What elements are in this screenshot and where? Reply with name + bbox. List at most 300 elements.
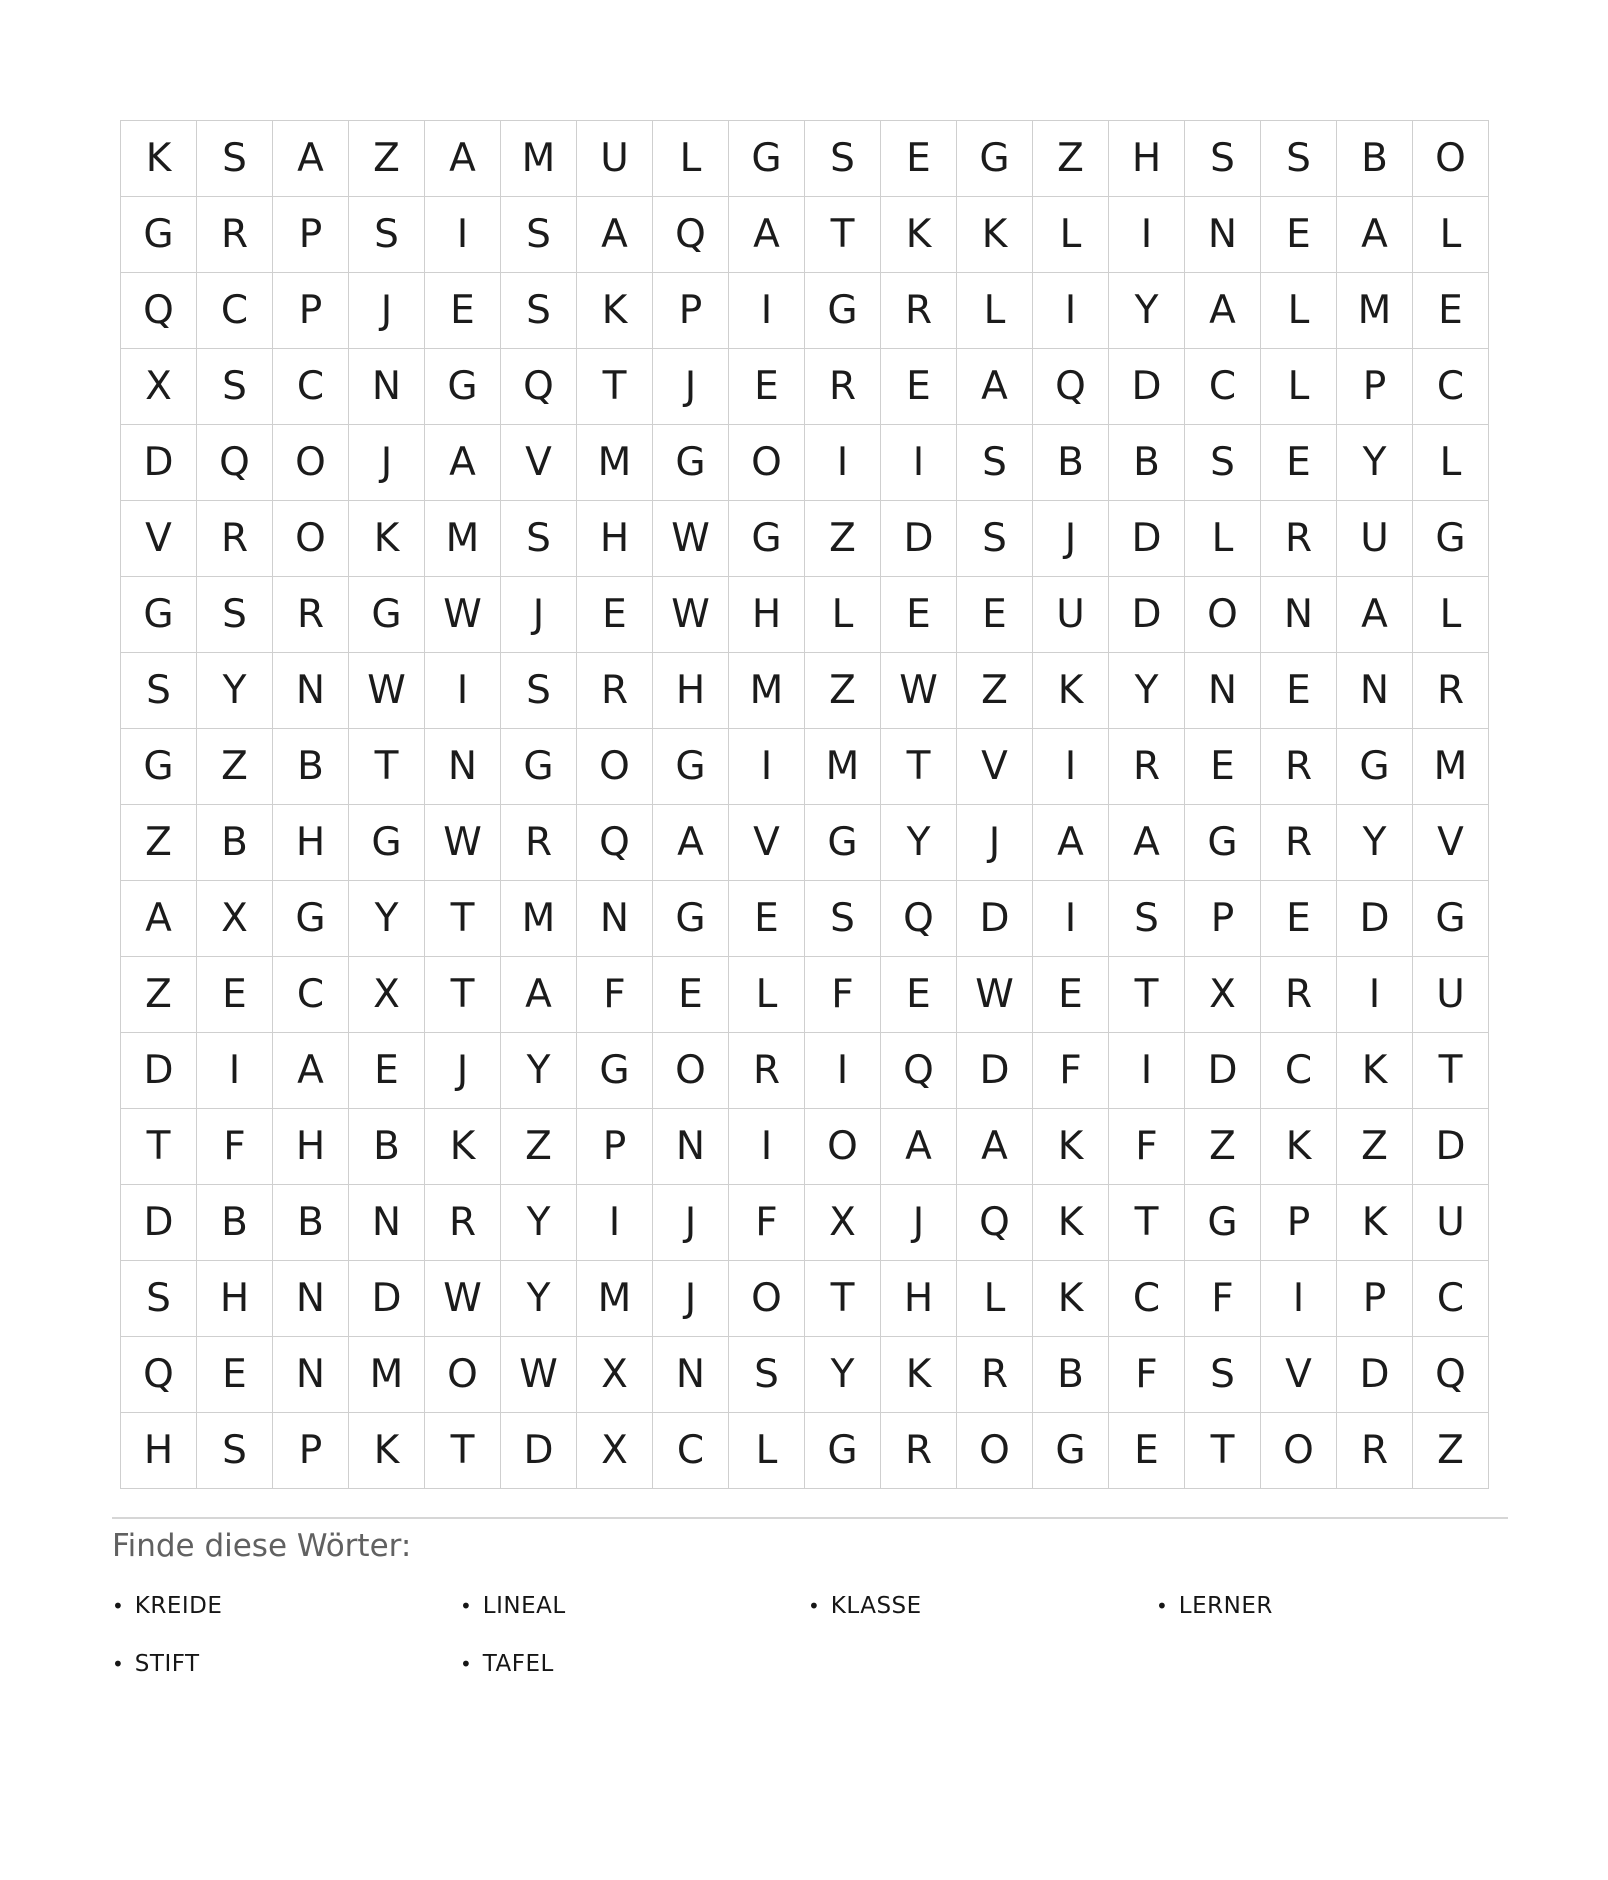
grid-cell[interactable]: Q <box>577 805 653 881</box>
grid-cell[interactable]: J <box>349 425 425 501</box>
grid-cell[interactable]: I <box>1033 729 1109 805</box>
grid-cell[interactable]: A <box>425 425 501 501</box>
grid-cell[interactable]: O <box>653 1033 729 1109</box>
grid-cell[interactable]: K <box>1033 653 1109 729</box>
grid-cell[interactable]: I <box>1109 197 1185 273</box>
grid-cell[interactable]: V <box>1261 1337 1337 1413</box>
grid-cell[interactable]: N <box>1185 197 1261 273</box>
grid-cell[interactable]: N <box>273 1337 349 1413</box>
grid-cell[interactable]: J <box>425 1033 501 1109</box>
grid-cell[interactable]: O <box>425 1337 501 1413</box>
grid-cell[interactable]: Q <box>1413 1337 1489 1413</box>
grid-cell[interactable]: T <box>805 197 881 273</box>
grid-cell[interactable]: M <box>1413 729 1489 805</box>
grid-cell[interactable]: L <box>957 1261 1033 1337</box>
grid-cell[interactable]: W <box>653 577 729 653</box>
grid-cell[interactable]: K <box>881 1337 957 1413</box>
grid-cell[interactable]: Y <box>197 653 273 729</box>
grid-cell[interactable]: K <box>1337 1033 1413 1109</box>
grid-cell[interactable]: G <box>1033 1413 1109 1489</box>
grid-cell[interactable]: W <box>349 653 425 729</box>
grid-cell[interactable]: I <box>881 425 957 501</box>
grid-cell[interactable]: K <box>1033 1109 1109 1185</box>
grid-cell[interactable]: A <box>1337 197 1413 273</box>
grid-cell[interactable]: I <box>1109 1033 1185 1109</box>
grid-cell[interactable]: X <box>577 1337 653 1413</box>
grid-cell[interactable]: K <box>425 1109 501 1185</box>
grid-cell[interactable]: R <box>729 1033 805 1109</box>
grid-cell[interactable]: I <box>1261 1261 1337 1337</box>
grid-cell[interactable]: A <box>729 197 805 273</box>
grid-cell[interactable]: J <box>653 1185 729 1261</box>
grid-cell[interactable]: H <box>881 1261 957 1337</box>
grid-cell[interactable]: W <box>425 577 501 653</box>
grid-cell[interactable]: R <box>1261 729 1337 805</box>
grid-cell[interactable]: K <box>121 121 197 197</box>
grid-cell[interactable]: F <box>805 957 881 1033</box>
grid-cell[interactable]: L <box>1185 501 1261 577</box>
grid-cell[interactable]: A <box>1109 805 1185 881</box>
grid-cell[interactable]: R <box>881 1413 957 1489</box>
grid-cell[interactable]: D <box>1109 577 1185 653</box>
grid-cell[interactable]: L <box>1261 349 1337 425</box>
grid-cell[interactable]: S <box>957 501 1033 577</box>
grid-cell[interactable]: R <box>425 1185 501 1261</box>
grid-cell[interactable]: E <box>1185 729 1261 805</box>
grid-cell[interactable]: Y <box>501 1261 577 1337</box>
grid-cell[interactable]: Q <box>881 1033 957 1109</box>
grid-cell[interactable]: S <box>1185 121 1261 197</box>
grid-cell[interactable]: D <box>1185 1033 1261 1109</box>
grid-cell[interactable]: N <box>577 881 653 957</box>
grid-cell[interactable]: K <box>1337 1185 1413 1261</box>
grid-cell[interactable]: E <box>425 273 501 349</box>
grid-cell[interactable]: S <box>501 501 577 577</box>
grid-cell[interactable]: T <box>425 881 501 957</box>
grid-cell[interactable]: S <box>349 197 425 273</box>
grid-cell[interactable]: C <box>273 349 349 425</box>
grid-cell[interactable]: S <box>1109 881 1185 957</box>
grid-cell[interactable]: K <box>349 501 425 577</box>
grid-cell[interactable]: Y <box>349 881 425 957</box>
grid-cell[interactable]: V <box>957 729 1033 805</box>
grid-cell[interactable]: H <box>121 1413 197 1489</box>
grid-cell[interactable]: I <box>577 1185 653 1261</box>
grid-cell[interactable]: A <box>425 121 501 197</box>
grid-cell[interactable]: C <box>197 273 273 349</box>
grid-cell[interactable]: O <box>805 1109 881 1185</box>
grid-cell[interactable]: K <box>1033 1261 1109 1337</box>
grid-cell[interactable]: Q <box>881 881 957 957</box>
grid-cell[interactable]: L <box>1413 577 1489 653</box>
grid-cell[interactable]: G <box>1337 729 1413 805</box>
grid-cell[interactable]: N <box>1185 653 1261 729</box>
grid-cell[interactable]: S <box>1185 425 1261 501</box>
grid-cell[interactable]: O <box>1261 1413 1337 1489</box>
grid-cell[interactable]: G <box>729 121 805 197</box>
grid-cell[interactable]: H <box>577 501 653 577</box>
grid-cell[interactable]: G <box>1413 501 1489 577</box>
grid-cell[interactable]: Z <box>501 1109 577 1185</box>
grid-cell[interactable]: W <box>425 805 501 881</box>
grid-cell[interactable]: R <box>1109 729 1185 805</box>
grid-cell[interactable]: T <box>881 729 957 805</box>
grid-cell[interactable]: E <box>729 349 805 425</box>
grid-cell[interactable]: T <box>349 729 425 805</box>
grid-cell[interactable]: I <box>1033 881 1109 957</box>
grid-cell[interactable]: S <box>957 425 1033 501</box>
grid-cell[interactable]: Y <box>1337 425 1413 501</box>
grid-cell[interactable]: E <box>881 957 957 1033</box>
grid-cell[interactable]: O <box>577 729 653 805</box>
grid-cell[interactable]: S <box>1261 121 1337 197</box>
grid-cell[interactable]: S <box>501 197 577 273</box>
grid-cell[interactable]: E <box>729 881 805 957</box>
grid-cell[interactable]: T <box>121 1109 197 1185</box>
grid-cell[interactable]: W <box>425 1261 501 1337</box>
grid-cell[interactable]: I <box>425 197 501 273</box>
grid-cell[interactable]: E <box>1261 197 1337 273</box>
grid-cell[interactable]: J <box>653 1261 729 1337</box>
grid-cell[interactable]: M <box>349 1337 425 1413</box>
grid-cell[interactable]: P <box>273 1413 349 1489</box>
grid-cell[interactable]: Z <box>805 653 881 729</box>
grid-cell[interactable]: X <box>349 957 425 1033</box>
grid-cell[interactable]: B <box>1109 425 1185 501</box>
grid-cell[interactable]: X <box>197 881 273 957</box>
grid-cell[interactable]: X <box>577 1413 653 1489</box>
grid-cell[interactable]: Z <box>1185 1109 1261 1185</box>
grid-cell[interactable]: I <box>729 729 805 805</box>
grid-cell[interactable]: Q <box>197 425 273 501</box>
grid-cell[interactable]: V <box>501 425 577 501</box>
grid-cell[interactable]: E <box>577 577 653 653</box>
grid-cell[interactable]: F <box>1109 1109 1185 1185</box>
grid-cell[interactable]: P <box>577 1109 653 1185</box>
grid-cell[interactable]: D <box>1413 1109 1489 1185</box>
grid-cell[interactable]: S <box>197 577 273 653</box>
grid-cell[interactable]: J <box>957 805 1033 881</box>
grid-cell[interactable]: Z <box>121 957 197 1033</box>
grid-cell[interactable]: Q <box>121 273 197 349</box>
grid-cell[interactable]: R <box>881 273 957 349</box>
grid-cell[interactable]: W <box>957 957 1033 1033</box>
grid-cell[interactable]: L <box>1261 273 1337 349</box>
grid-cell[interactable]: U <box>1413 957 1489 1033</box>
grid-cell[interactable]: D <box>349 1261 425 1337</box>
grid-cell[interactable]: Y <box>805 1337 881 1413</box>
grid-cell[interactable]: S <box>121 653 197 729</box>
grid-cell[interactable]: A <box>653 805 729 881</box>
grid-cell[interactable]: K <box>957 197 1033 273</box>
grid-cell[interactable]: S <box>805 121 881 197</box>
grid-cell[interactable]: R <box>1261 805 1337 881</box>
grid-cell[interactable]: G <box>1413 881 1489 957</box>
grid-cell[interactable]: I <box>197 1033 273 1109</box>
grid-cell[interactable]: P <box>1261 1185 1337 1261</box>
grid-cell[interactable]: X <box>805 1185 881 1261</box>
grid-cell[interactable]: M <box>1337 273 1413 349</box>
grid-cell[interactable]: N <box>425 729 501 805</box>
grid-cell[interactable]: W <box>653 501 729 577</box>
grid-cell[interactable]: D <box>957 1033 1033 1109</box>
grid-cell[interactable]: C <box>1185 349 1261 425</box>
grid-cell[interactable]: E <box>881 121 957 197</box>
grid-cell[interactable]: Y <box>1109 653 1185 729</box>
grid-cell[interactable]: G <box>425 349 501 425</box>
grid-cell[interactable]: R <box>805 349 881 425</box>
grid-cell[interactable]: A <box>273 1033 349 1109</box>
grid-cell[interactable]: U <box>1337 501 1413 577</box>
grid-cell[interactable]: R <box>197 197 273 273</box>
grid-cell[interactable]: T <box>577 349 653 425</box>
grid-cell[interactable]: D <box>121 1185 197 1261</box>
grid-cell[interactable]: T <box>1413 1033 1489 1109</box>
grid-cell[interactable]: A <box>957 349 1033 425</box>
grid-cell[interactable]: H <box>653 653 729 729</box>
grid-cell[interactable]: N <box>273 1261 349 1337</box>
grid-cell[interactable]: E <box>653 957 729 1033</box>
grid-cell[interactable]: X <box>1185 957 1261 1033</box>
grid-cell[interactable]: A <box>957 1109 1033 1185</box>
grid-cell[interactable]: T <box>425 957 501 1033</box>
grid-cell[interactable]: M <box>501 881 577 957</box>
grid-cell[interactable]: J <box>501 577 577 653</box>
grid-cell[interactable]: N <box>653 1337 729 1413</box>
grid-cell[interactable]: D <box>1109 349 1185 425</box>
grid-cell[interactable]: P <box>1337 349 1413 425</box>
grid-cell[interactable]: B <box>1337 121 1413 197</box>
grid-cell[interactable]: S <box>197 1413 273 1489</box>
grid-cell[interactable]: O <box>729 425 805 501</box>
grid-cell[interactable]: Z <box>1337 1109 1413 1185</box>
grid-cell[interactable]: G <box>349 805 425 881</box>
grid-cell[interactable]: G <box>957 121 1033 197</box>
grid-cell[interactable]: N <box>653 1109 729 1185</box>
grid-cell[interactable]: Z <box>957 653 1033 729</box>
grid-cell[interactable]: W <box>501 1337 577 1413</box>
grid-cell[interactable]: A <box>1033 805 1109 881</box>
grid-cell[interactable]: T <box>1185 1413 1261 1489</box>
grid-cell[interactable]: A <box>1337 577 1413 653</box>
grid-cell[interactable]: R <box>1261 501 1337 577</box>
grid-cell[interactable]: D <box>501 1413 577 1489</box>
grid-cell[interactable]: L <box>805 577 881 653</box>
grid-cell[interactable]: K <box>1033 1185 1109 1261</box>
grid-cell[interactable]: Y <box>1337 805 1413 881</box>
grid-cell[interactable]: Z <box>1413 1413 1489 1489</box>
grid-cell[interactable]: T <box>1109 1185 1185 1261</box>
grid-cell[interactable]: E <box>197 957 273 1033</box>
grid-cell[interactable]: T <box>425 1413 501 1489</box>
grid-cell[interactable]: N <box>1337 653 1413 729</box>
grid-cell[interactable]: Y <box>1109 273 1185 349</box>
grid-cell[interactable]: G <box>501 729 577 805</box>
grid-cell[interactable]: C <box>273 957 349 1033</box>
grid-cell[interactable]: G <box>653 729 729 805</box>
grid-cell[interactable]: L <box>729 957 805 1033</box>
grid-cell[interactable]: R <box>577 653 653 729</box>
grid-cell[interactable]: H <box>1109 121 1185 197</box>
grid-cell[interactable]: L <box>1413 425 1489 501</box>
grid-cell[interactable]: R <box>1337 1413 1413 1489</box>
grid-cell[interactable]: S <box>197 121 273 197</box>
grid-cell[interactable]: Z <box>197 729 273 805</box>
grid-cell[interactable]: F <box>197 1109 273 1185</box>
grid-cell[interactable]: O <box>273 501 349 577</box>
grid-cell[interactable]: B <box>197 805 273 881</box>
grid-cell[interactable]: L <box>1413 197 1489 273</box>
grid-cell[interactable]: E <box>1033 957 1109 1033</box>
grid-cell[interactable]: K <box>1261 1109 1337 1185</box>
grid-cell[interactable]: G <box>805 273 881 349</box>
grid-cell[interactable]: M <box>729 653 805 729</box>
grid-cell[interactable]: M <box>425 501 501 577</box>
grid-cell[interactable]: F <box>729 1185 805 1261</box>
grid-cell[interactable]: Q <box>501 349 577 425</box>
grid-cell[interactable]: M <box>577 425 653 501</box>
grid-cell[interactable]: C <box>1109 1261 1185 1337</box>
grid-cell[interactable]: G <box>805 1413 881 1489</box>
grid-cell[interactable]: M <box>577 1261 653 1337</box>
grid-cell[interactable]: P <box>1185 881 1261 957</box>
grid-cell[interactable]: T <box>805 1261 881 1337</box>
grid-cell[interactable]: J <box>1033 501 1109 577</box>
grid-cell[interactable]: Y <box>501 1033 577 1109</box>
grid-cell[interactable]: R <box>273 577 349 653</box>
grid-cell[interactable]: I <box>805 1033 881 1109</box>
grid-cell[interactable]: M <box>805 729 881 805</box>
grid-cell[interactable]: A <box>501 957 577 1033</box>
grid-cell[interactable]: E <box>881 349 957 425</box>
grid-cell[interactable]: J <box>881 1185 957 1261</box>
grid-cell[interactable]: A <box>121 881 197 957</box>
grid-cell[interactable]: A <box>577 197 653 273</box>
grid-cell[interactable]: J <box>653 349 729 425</box>
grid-cell[interactable]: B <box>273 729 349 805</box>
grid-cell[interactable]: O <box>1413 121 1489 197</box>
grid-cell[interactable]: V <box>729 805 805 881</box>
grid-cell[interactable]: C <box>653 1413 729 1489</box>
grid-cell[interactable]: I <box>1337 957 1413 1033</box>
grid-cell[interactable]: B <box>349 1109 425 1185</box>
grid-cell[interactable]: P <box>273 197 349 273</box>
grid-cell[interactable]: P <box>1337 1261 1413 1337</box>
grid-cell[interactable]: G <box>577 1033 653 1109</box>
grid-cell[interactable]: E <box>1261 881 1337 957</box>
grid-cell[interactable]: W <box>881 653 957 729</box>
grid-cell[interactable]: D <box>1337 881 1413 957</box>
grid-cell[interactable]: B <box>273 1185 349 1261</box>
grid-cell[interactable]: E <box>881 577 957 653</box>
grid-cell[interactable]: Z <box>121 805 197 881</box>
grid-cell[interactable]: P <box>653 273 729 349</box>
grid-cell[interactable]: G <box>653 881 729 957</box>
grid-cell[interactable]: Y <box>881 805 957 881</box>
grid-cell[interactable]: R <box>501 805 577 881</box>
grid-cell[interactable]: D <box>121 1033 197 1109</box>
grid-cell[interactable]: H <box>273 805 349 881</box>
grid-cell[interactable]: U <box>1033 577 1109 653</box>
grid-cell[interactable]: S <box>501 273 577 349</box>
grid-cell[interactable]: G <box>273 881 349 957</box>
grid-cell[interactable]: B <box>1033 1337 1109 1413</box>
grid-cell[interactable]: U <box>1413 1185 1489 1261</box>
grid-cell[interactable]: E <box>197 1337 273 1413</box>
grid-cell[interactable]: E <box>1109 1413 1185 1489</box>
grid-cell[interactable]: I <box>729 1109 805 1185</box>
grid-cell[interactable]: D <box>121 425 197 501</box>
grid-cell[interactable]: Q <box>1033 349 1109 425</box>
grid-cell[interactable]: G <box>121 577 197 653</box>
grid-cell[interactable]: R <box>957 1337 1033 1413</box>
grid-cell[interactable]: C <box>1413 1261 1489 1337</box>
grid-cell[interactable]: J <box>349 273 425 349</box>
grid-cell[interactable]: N <box>273 653 349 729</box>
grid-cell[interactable]: L <box>729 1413 805 1489</box>
grid-cell[interactable]: H <box>729 577 805 653</box>
grid-cell[interactable]: G <box>805 805 881 881</box>
grid-cell[interactable]: Q <box>957 1185 1033 1261</box>
grid-cell[interactable]: R <box>1413 653 1489 729</box>
grid-cell[interactable]: V <box>121 501 197 577</box>
grid-cell[interactable]: L <box>653 121 729 197</box>
grid-cell[interactable]: D <box>1109 501 1185 577</box>
grid-cell[interactable]: K <box>349 1413 425 1489</box>
grid-cell[interactable]: B <box>1033 425 1109 501</box>
grid-cell[interactable]: B <box>197 1185 273 1261</box>
grid-cell[interactable]: T <box>1109 957 1185 1033</box>
grid-cell[interactable]: M <box>501 121 577 197</box>
grid-cell[interactable]: S <box>121 1261 197 1337</box>
grid-cell[interactable]: L <box>957 273 1033 349</box>
grid-cell[interactable]: E <box>1261 425 1337 501</box>
grid-cell[interactable]: K <box>577 273 653 349</box>
grid-cell[interactable]: G <box>121 729 197 805</box>
grid-cell[interactable]: C <box>1413 349 1489 425</box>
grid-cell[interactable]: S <box>197 349 273 425</box>
grid-cell[interactable]: R <box>197 501 273 577</box>
grid-cell[interactable]: A <box>273 121 349 197</box>
grid-cell[interactable]: I <box>729 273 805 349</box>
grid-cell[interactable]: N <box>349 349 425 425</box>
grid-cell[interactable]: E <box>1413 273 1489 349</box>
grid-cell[interactable]: G <box>121 197 197 273</box>
grid-cell[interactable]: X <box>121 349 197 425</box>
grid-cell[interactable]: Y <box>501 1185 577 1261</box>
grid-cell[interactable]: G <box>1185 805 1261 881</box>
grid-cell[interactable]: S <box>729 1337 805 1413</box>
grid-cell[interactable]: G <box>349 577 425 653</box>
grid-cell[interactable]: Z <box>349 121 425 197</box>
grid-cell[interactable]: S <box>501 653 577 729</box>
grid-cell[interactable]: Z <box>1033 121 1109 197</box>
grid-cell[interactable]: O <box>273 425 349 501</box>
grid-cell[interactable]: S <box>1185 1337 1261 1413</box>
grid-cell[interactable]: N <box>349 1185 425 1261</box>
grid-cell[interactable]: P <box>273 273 349 349</box>
grid-cell[interactable]: G <box>1185 1185 1261 1261</box>
grid-cell[interactable]: F <box>1109 1337 1185 1413</box>
grid-cell[interactable]: Z <box>805 501 881 577</box>
grid-cell[interactable]: Q <box>121 1337 197 1413</box>
grid-cell[interactable]: U <box>577 121 653 197</box>
grid-cell[interactable]: F <box>1185 1261 1261 1337</box>
grid-cell[interactable]: O <box>1185 577 1261 653</box>
grid-cell[interactable]: E <box>349 1033 425 1109</box>
grid-cell[interactable]: F <box>577 957 653 1033</box>
grid-cell[interactable]: O <box>957 1413 1033 1489</box>
